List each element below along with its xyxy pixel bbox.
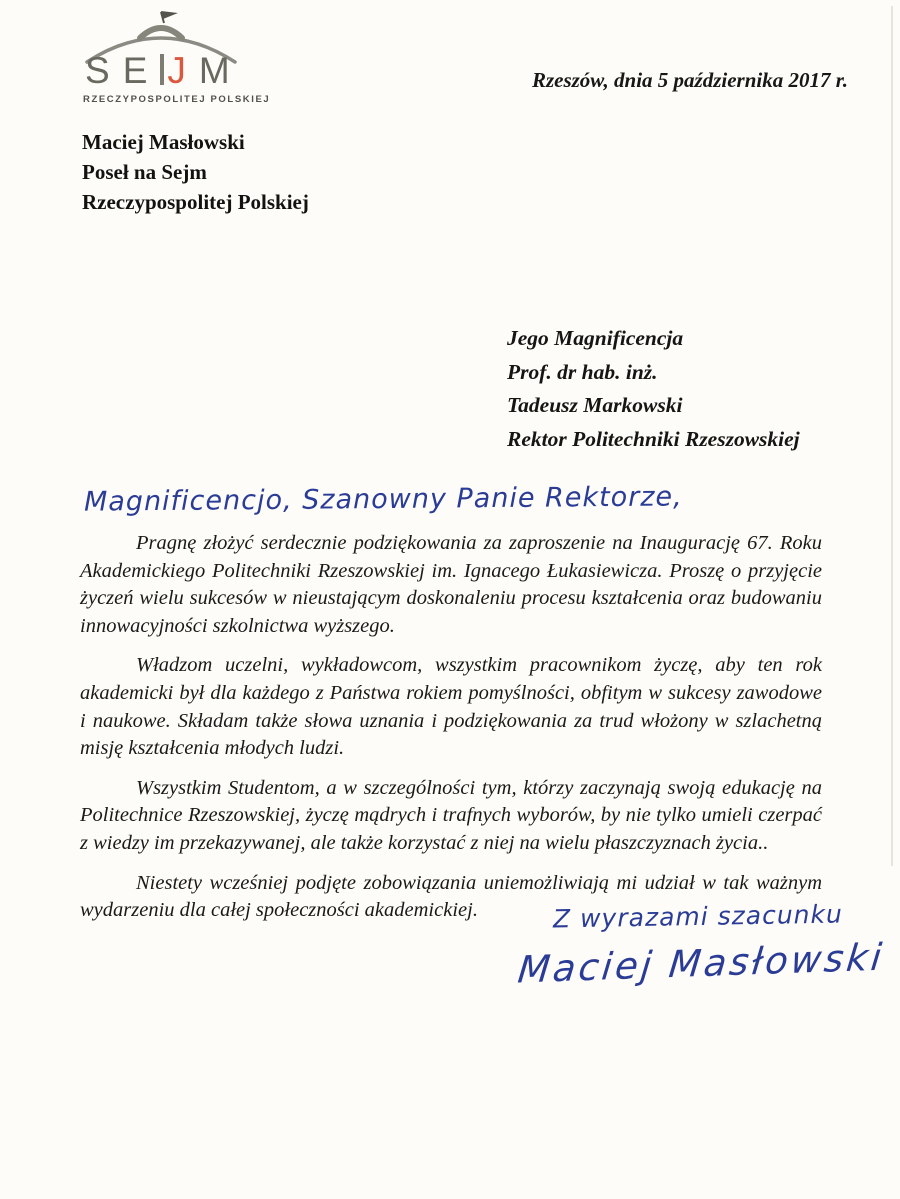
body-paragraph-2: Władzom uczelni, wykładowcom, wszystkim pracownikom życzę, aby ten rok akademicki był dla każdego z Państwa rokiem pomyślności, obfitym w sukcesy zawodowe i naukowe. Składam także słowa uznania i podziękowania za trud włożony w szlachetną misję kształcenia młodych ludzi. <box>80 654 822 760</box>
scan-edge-line <box>891 6 893 866</box>
sender-name: Maciej Masłowski <box>82 130 245 154</box>
recipient-name: Tadeusz Markowski <box>507 393 683 417</box>
recipient-block <box>507 322 800 456</box>
logo-letter-e: E <box>122 50 148 91</box>
recipient-degrees: Prof. dr hab. inż. <box>507 359 658 384</box>
handwritten-closing: Z wyrazami szacunku <box>552 899 844 934</box>
sejm-logo-letters <box>85 50 230 92</box>
handwritten-signature: Maciej Masłowski <box>515 935 887 992</box>
flag-icon <box>161 11 178 19</box>
body-paragraph-4: Niestety wcześniej podjęte zobowiązania uniemożliwiają mi udział w tak ważnym wydarzeniu dla całej społeczności akademickiej. <box>80 871 822 922</box>
sender-title-2: Rzeczypospolitej Polskiej <box>82 190 309 214</box>
sender-block <box>82 127 309 217</box>
body-paragraph-3: Wszystkim Studentom, a w szczególności tym, którzy zaczynają swoją edukację na Politechnice Rzeszowskiej, życzę mądrych i trafnych wyborów, by nie tylko umieli czerpać z wiedzy im przekazywanej, ale także korzystać z niej na wielu płaszczyznach życia.. <box>80 776 822 854</box>
logo-j-bar <box>160 54 164 85</box>
body-paragraph-1: Pragnę złożyć serdecznie podziękowania za zaproszenie na Inaugurację 67. Roku Akademickiego Politechniki Rzeszowskiej im. Ignacego Łukasiewicza. Proszę o przyjęcie życzeń wielu sukcesów w nieustającym doskonaleniu procesu kształcenia oraz budowaniu innowacyjności szkolnictwa wyższego. <box>80 532 822 637</box>
letter-body <box>80 530 822 937</box>
recipient-honorific: Jego Magnificencja <box>507 326 684 350</box>
logo-subtitle: RZECZYPOSPOLITEJ POLSKIEJ <box>83 94 271 105</box>
dateline: Rzeszów, dnia 5 października 2017 r. <box>531 68 848 92</box>
sejm-logo <box>83 6 271 106</box>
handwritten-salutation: Magnificencjo, Szanowny Panie Rektorze, <box>83 481 683 518</box>
logo-letter-s: S <box>85 50 110 91</box>
sender-title: Poseł na Sejm <box>82 160 207 184</box>
logo-letter-m: M <box>198 50 230 91</box>
logo-letter-j: J <box>167 50 186 91</box>
recipient-position: Rektor Politechniki Rzeszowskiej <box>507 426 800 451</box>
